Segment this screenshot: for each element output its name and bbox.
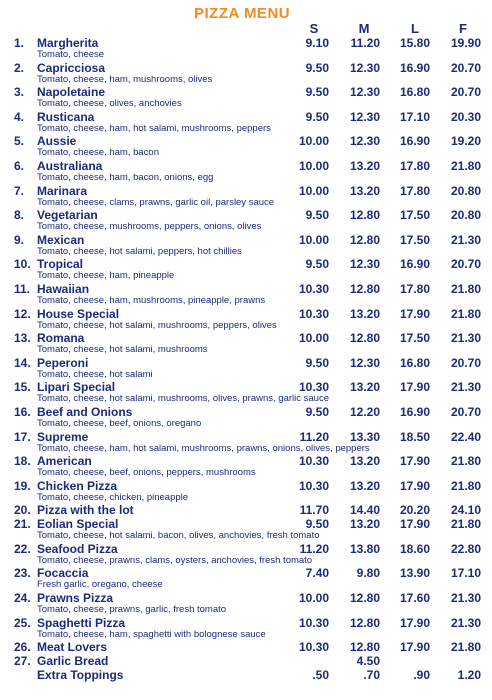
menu-item [0, 668, 492, 682]
price-small: 10.00 [298, 158, 329, 173]
item-number: 9. [14, 232, 25, 247]
price-family: 19.20 [450, 134, 481, 149]
price-medium: 13.80 [349, 541, 380, 556]
price-small: 11.70 [299, 503, 329, 518]
price-medium: 12.80 [349, 640, 380, 655]
item-description: Tomato, cheese, ham, mushrooms, pineapple, prawns [37, 294, 266, 306]
price-medium: 12.80 [349, 331, 380, 346]
menu-item-header [0, 307, 492, 321]
price-large: 17.10 [399, 109, 430, 124]
item-number: 16. [14, 404, 31, 419]
price-small: 10.00 [298, 591, 329, 606]
item-number: 4. [14, 109, 25, 124]
menu-item-header [0, 503, 492, 517]
price-family: 21.30 [450, 380, 481, 395]
item-number: 17. [14, 429, 31, 444]
menu-item-header [0, 257, 492, 271]
price-small: 10.30 [298, 640, 329, 655]
price-large: 16.80 [399, 85, 430, 100]
item-name: Supreme [37, 429, 89, 444]
price-small: 9.50 [305, 60, 329, 75]
price-large: 15.80 [399, 36, 430, 50]
size-header-family: F [459, 21, 467, 36]
price-family: 21.30 [450, 232, 481, 247]
price-medium: 12.80 [349, 281, 380, 296]
price-small: 10.30 [298, 478, 329, 493]
menu-item-header [0, 159, 492, 173]
price-large: 17.60 [399, 591, 430, 606]
price-medium: 13.20 [349, 517, 380, 532]
price-large: 17.90 [399, 640, 430, 655]
item-name: Meat Lovers [37, 640, 108, 655]
menu-item [0, 454, 492, 479]
item-description: Tomato, cheese, prawns, clams, oysters, anchovies, fresh tomato [37, 554, 313, 566]
item-number: 12. [14, 306, 31, 321]
price-large: 17.90 [399, 478, 430, 493]
item-number: 1. [14, 36, 25, 50]
price-family: 20.70 [450, 85, 481, 100]
price-medium: 4.50 [356, 654, 380, 669]
item-name: Beef and Onions [37, 404, 133, 419]
price-small: 9.10 [305, 36, 329, 50]
price-small: 7.40 [305, 566, 329, 581]
size-header-large: L [411, 21, 419, 36]
menu-item-header [0, 454, 492, 468]
menu-item [0, 61, 492, 86]
item-number: 21. [14, 517, 31, 532]
menu-item-header [0, 134, 492, 148]
price-large: 13.90 [399, 566, 430, 581]
item-description: Tomato, cheese, ham, bacon [37, 147, 159, 159]
price-medium: 11.20 [350, 36, 380, 50]
price-family: 20.70 [450, 257, 481, 272]
menu-item [0, 356, 492, 381]
menu-item-header [0, 208, 492, 222]
menu-item-header [0, 668, 492, 682]
menu-item [0, 208, 492, 233]
price-family: 20.70 [450, 355, 481, 370]
price-family: 21.30 [450, 591, 481, 606]
item-name: Napoletaine [37, 85, 106, 100]
price-small: 11.20 [299, 541, 329, 556]
item-number: 27. [14, 654, 31, 669]
price-small: 9.50 [305, 355, 329, 370]
price-large: 16.80 [399, 355, 430, 370]
menu-item-header [0, 61, 492, 75]
menu-item-header [0, 184, 492, 198]
item-description: Tomato, cheese, beef, onions, oregano [37, 417, 202, 429]
item-name: Chicken Pizza [37, 478, 118, 493]
price-large: 17.90 [399, 306, 430, 321]
menu-item [0, 380, 492, 405]
price-large: 17.90 [399, 380, 430, 395]
menu-item [0, 654, 492, 668]
item-name: American [37, 454, 92, 469]
price-large: 16.90 [399, 134, 430, 149]
item-name: Vegetarian [37, 208, 98, 223]
item-description: Fresh garlic, oregano, cheese [37, 579, 163, 591]
price-medium: 13.20 [349, 306, 380, 321]
menu-item-header [0, 85, 492, 99]
item-name: Australiana [37, 158, 103, 173]
price-family: 21.80 [450, 281, 481, 296]
item-description: Tomato, cheese, chicken, pineapple [37, 491, 189, 503]
item-name: Capricciosa [37, 60, 106, 75]
price-medium: 12.30 [349, 355, 380, 370]
item-name: Margherita [37, 36, 99, 50]
menu-list [0, 36, 492, 682]
price-medium: 12.80 [349, 591, 380, 606]
menu-title: PIZZA MENU [194, 5, 291, 22]
price-large: 17.90 [399, 454, 430, 469]
menu-item-header [0, 542, 492, 556]
price-medium: 13.20 [349, 158, 380, 173]
menu-item [0, 307, 492, 332]
item-number: 26. [14, 640, 31, 655]
price-family: 22.40 [450, 429, 481, 444]
menu-item-header [0, 640, 492, 654]
item-description: Tomato, cheese, ham, bacon, onions, egg [37, 171, 214, 183]
item-number: 22. [14, 541, 31, 556]
menu-item [0, 159, 492, 184]
price-small: 9.50 [305, 208, 329, 223]
menu-item-header [0, 517, 492, 531]
price-medium: 13.20 [349, 454, 380, 469]
menu-item [0, 233, 492, 258]
price-large: 16.90 [399, 60, 430, 75]
price-large: 17.50 [399, 232, 430, 247]
item-number: 25. [14, 615, 31, 630]
price-small: 10.30 [298, 454, 329, 469]
price-large: 17.80 [399, 281, 430, 296]
price-small: 10.00 [298, 232, 329, 247]
price-large: 17.50 [399, 208, 430, 223]
menu-item-header [0, 566, 492, 580]
menu-item [0, 616, 492, 641]
item-description: Tomato, cheese, hot salami, mushrooms [37, 344, 208, 356]
item-description: Tomato, cheese, olives, anchovies [37, 98, 182, 110]
price-medium: 12.30 [349, 60, 380, 75]
item-number: 19. [14, 478, 31, 493]
price-family: 19.90 [450, 36, 481, 50]
price-small: 9.50 [305, 85, 329, 100]
item-number: 3. [14, 85, 25, 100]
item-name: Mexican [37, 232, 85, 247]
item-number: 7. [14, 183, 25, 198]
price-small: 10.00 [298, 331, 329, 346]
price-family: 20.70 [450, 404, 481, 419]
price-medium: 12.80 [349, 232, 380, 247]
price-small: 11.20 [299, 429, 329, 444]
price-family: 21.80 [450, 640, 481, 655]
item-description: Tomato, cheese, ham, mushrooms, olives [37, 73, 213, 85]
menu-item [0, 405, 492, 430]
price-large: 17.80 [399, 183, 430, 198]
item-description: Tomato, cheese, mushrooms, peppers, onions, olives [37, 221, 262, 233]
price-small: 10.30 [298, 306, 329, 321]
price-family: 20.80 [450, 208, 481, 223]
price-family: 21.80 [450, 306, 481, 321]
price-family: 20.30 [450, 109, 481, 124]
item-name: Spaghetti Pizza [37, 615, 126, 630]
item-number: 8. [14, 208, 25, 223]
item-description: Tomato, cheese, ham, pineapple [37, 270, 175, 282]
price-family: 20.80 [450, 183, 481, 198]
price-small: 10.00 [298, 183, 329, 198]
price-small: 10.00 [298, 134, 329, 149]
menu-item-header [0, 616, 492, 630]
menu-item [0, 503, 492, 517]
item-description: Tomato, cheese, hot salami, mushrooms, peppers, olives [37, 319, 277, 331]
price-large: 17.90 [399, 615, 430, 630]
menu-item [0, 110, 492, 135]
item-description: Tomato, cheese [37, 49, 105, 60]
menu-item-header [0, 36, 492, 50]
item-name: House Special [37, 306, 120, 321]
item-number: 6. [14, 158, 25, 173]
item-name: Peperoni [37, 355, 89, 370]
size-header-medium: M [358, 21, 370, 36]
price-family: 21.80 [450, 478, 481, 493]
price-family: 22.80 [450, 541, 481, 556]
item-name: Prawns Pizza [37, 591, 114, 606]
menu-item [0, 36, 492, 61]
item-number: 5. [14, 134, 25, 149]
menu-item [0, 331, 492, 356]
menu-item [0, 257, 492, 282]
menu-item-header [0, 405, 492, 419]
menu-item [0, 85, 492, 110]
item-number: 24. [14, 591, 31, 606]
price-family: 17.10 [450, 566, 481, 581]
item-name: Romana [37, 331, 85, 346]
item-description: Tomato, cheese, ham, hot salami, mushrooms, prawns, onions, olives, peppers [37, 442, 370, 454]
price-small: 10.30 [298, 281, 329, 296]
item-number: 20. [14, 503, 31, 518]
price-medium: 14.40 [349, 503, 380, 518]
menu-item-header [0, 233, 492, 247]
price-medium: .70 [363, 668, 380, 683]
item-name: Aussie [37, 134, 77, 149]
price-large: 17.90 [399, 517, 430, 532]
item-description: Tomato, cheese, hot salami, peppers, hot chillies [37, 245, 242, 257]
item-description: Tomato, cheese, prawns, garlic, fresh tomato [37, 604, 227, 616]
price-medium: 12.30 [349, 134, 380, 149]
item-name: Tropical [37, 257, 84, 272]
price-large: .90 [413, 668, 430, 683]
item-number: 18. [14, 454, 31, 469]
price-medium: 13.30 [349, 429, 380, 444]
price-small: 9.50 [305, 257, 329, 272]
price-family: 1.20 [457, 668, 481, 683]
menu-item [0, 134, 492, 159]
price-small: 10.30 [298, 615, 329, 630]
item-description: Tomato, cheese, clams, prawns, garlic oil, parsley sauce [37, 196, 275, 208]
price-family: 21.80 [450, 517, 481, 532]
menu-item-header [0, 654, 492, 668]
item-name: Marinara [37, 183, 88, 198]
price-family: 21.30 [450, 331, 481, 346]
price-large: 17.50 [399, 331, 430, 346]
price-medium: 12.30 [349, 85, 380, 100]
menu-item-header [0, 380, 492, 394]
price-large: 17.80 [399, 158, 430, 173]
price-family: 21.80 [450, 158, 481, 173]
menu-item [0, 282, 492, 307]
menu-item [0, 430, 492, 455]
price-medium: 12.30 [349, 109, 380, 124]
item-description: Tomato, cheese, ham, hot salami, mushrooms, peppers [37, 122, 271, 134]
price-medium: 13.20 [349, 478, 380, 493]
item-number: 13. [14, 331, 31, 346]
menu-item-header [0, 331, 492, 345]
item-name: Focaccia [37, 566, 89, 581]
item-number: 23. [14, 566, 31, 581]
price-medium: 9.80 [356, 566, 380, 581]
price-family: 24.10 [450, 503, 481, 518]
item-description: Tomato, cheese, ham, spaghetti with bolognese sauce [37, 628, 266, 640]
menu-item [0, 566, 492, 591]
price-small: 9.50 [305, 517, 329, 532]
price-medium: 13.20 [349, 183, 380, 198]
price-small: 9.50 [305, 109, 329, 124]
item-number: 10. [14, 257, 31, 272]
price-small: 10.30 [298, 380, 329, 395]
price-large: 16.90 [399, 404, 430, 419]
item-number: 15. [14, 380, 31, 395]
price-medium: 12.80 [349, 615, 380, 630]
price-family: 20.70 [450, 60, 481, 75]
price-small: 9.50 [305, 404, 329, 419]
item-name: Lipari Special [37, 380, 116, 395]
price-large: 18.50 [399, 429, 430, 444]
size-header-small: S [309, 21, 319, 36]
menu-item [0, 640, 492, 654]
item-name: Garlic Bread [37, 654, 109, 669]
item-number: 14. [14, 355, 31, 370]
price-family: 21.30 [450, 615, 481, 630]
price-large: 18.60 [399, 541, 430, 556]
price-medium: 13.20 [349, 380, 380, 395]
item-name: Extra Toppings [37, 668, 124, 683]
menu-item-header [0, 591, 492, 605]
item-description: Tomato, cheese, beef, onions, peppers, mushrooms [37, 467, 256, 479]
item-description: Tomato, cheese, hot salami [37, 368, 153, 380]
item-name: Seafood Pizza [37, 541, 118, 556]
item-name: Hawaiian [37, 281, 90, 296]
item-description: Tomato, cheese, hot salami, bacon, olives, anchovies, fresh tomato [37, 530, 320, 542]
menu-item [0, 517, 492, 542]
menu-item-header [0, 430, 492, 444]
menu-item-header [0, 282, 492, 296]
price-small: .50 [312, 668, 329, 683]
item-number: 2. [14, 60, 25, 75]
price-medium: 12.80 [349, 208, 380, 223]
menu-item [0, 542, 492, 567]
price-large: 16.90 [399, 257, 430, 272]
item-name: Rusticana [37, 109, 95, 124]
menu-item [0, 184, 492, 209]
menu-item-header [0, 356, 492, 370]
price-medium: 12.30 [349, 257, 380, 272]
price-large: 20.20 [399, 503, 430, 518]
menu-item-header [0, 479, 492, 493]
price-family: 21.80 [450, 454, 481, 469]
item-number: 11. [14, 281, 31, 296]
menu-item [0, 591, 492, 616]
item-name: Pizza with the lot [37, 503, 134, 518]
item-description: Tomato, cheese, hot salami, mushrooms, olives, prawns, garlic sauce [37, 393, 329, 405]
price-medium: 12.20 [349, 404, 380, 419]
menu-item [0, 479, 492, 504]
menu-item-header [0, 110, 492, 124]
item-name: Eolian Special [37, 517, 119, 532]
